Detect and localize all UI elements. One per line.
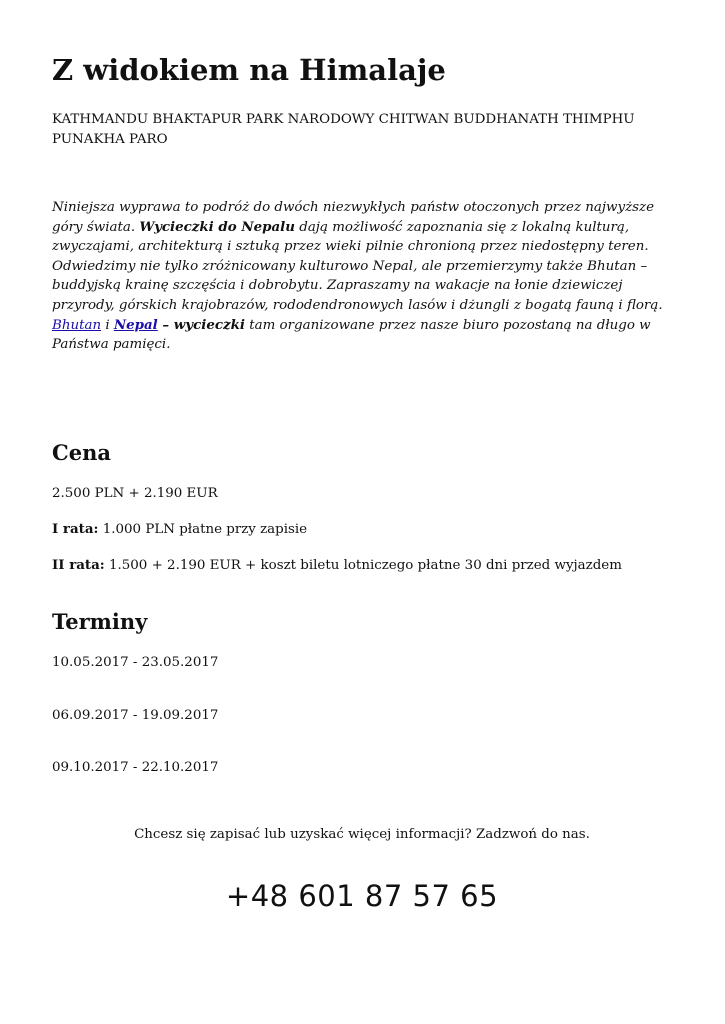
intro-paragraph — [52, 198, 667, 355]
price-rate-2 — [52, 555, 622, 576]
page-title: Z widokiem na Himalaje — [52, 53, 446, 87]
price-total: 2.500 PLN + 2.190 EUR — [52, 486, 218, 501]
contact-call-to-action: Chcesz się zapisać lub uzyskać więcej informacji? Zadzwoń do nas. — [134, 827, 590, 842]
date-item-3: 09.10.2017 - 22.10.2017 — [52, 760, 219, 775]
intro-text-2: dają możliwość zapoznania się z lokalną kulturą, zwyczajami, architekturą i sztuką przez wieki pilnie chronioną przez niedostępny teren. Odwiedzimy nie tylko zróżnicowany kulturowo Nepal, ale przemierzymy także Bhutan – buddyjską krainę szczęścia i dobrobytu. Zapraszamy na wakacje na łonie dziewiczej przyrody, górskich krajobrazów, rododendronowych lasów i dżungli z bogatą fauną i florą. — [52, 219, 663, 313]
nepal-link[interactable]: Nepal — [113, 316, 158, 333]
rate-1-label: I rata: — [52, 521, 99, 537]
dates-heading: Terminy — [52, 609, 148, 634]
rate-2-text: 1.500 + 2.190 EUR + koszt biletu lotniczego płatne 30 dni przed wyjazdem — [104, 558, 622, 573]
price-heading: Cena — [52, 440, 111, 465]
date-item-2: 06.09.2017 - 19.09.2017 — [52, 708, 219, 723]
intro-conjunction: i — [101, 317, 114, 333]
intro-bold-tours: – wycieczki — [157, 316, 245, 333]
intro-text-1: Niniejsza wyprawa to podróż do dwóch niezwykłych państw otoczonych przez najwyższe góry świata. — [52, 200, 654, 235]
places-list: KATHMANDU BHAKTAPUR PARK NARODOWY CHITWAN BUDDHANATH THIMPHU PUNAKHA PARO — [52, 112, 635, 147]
rate-2-label: II rata: — [52, 557, 105, 573]
intro-bold-nepal-tours: Wycieczki do Nepalu — [139, 218, 295, 235]
bhutan-link[interactable]: Bhutan — [52, 317, 102, 333]
intro-text-3: tam organizowane przez nasze biuro pozostaną na długo w Państwa pamięci. — [52, 317, 651, 353]
date-item-1: 10.05.2017 - 23.05.2017 — [52, 655, 219, 670]
phone-number: +48 601 87 57 65 — [225, 879, 499, 913]
rate-1-text: 1.000 PLN płatne przy zapisie — [98, 522, 308, 537]
price-rate-1 — [52, 519, 307, 540]
